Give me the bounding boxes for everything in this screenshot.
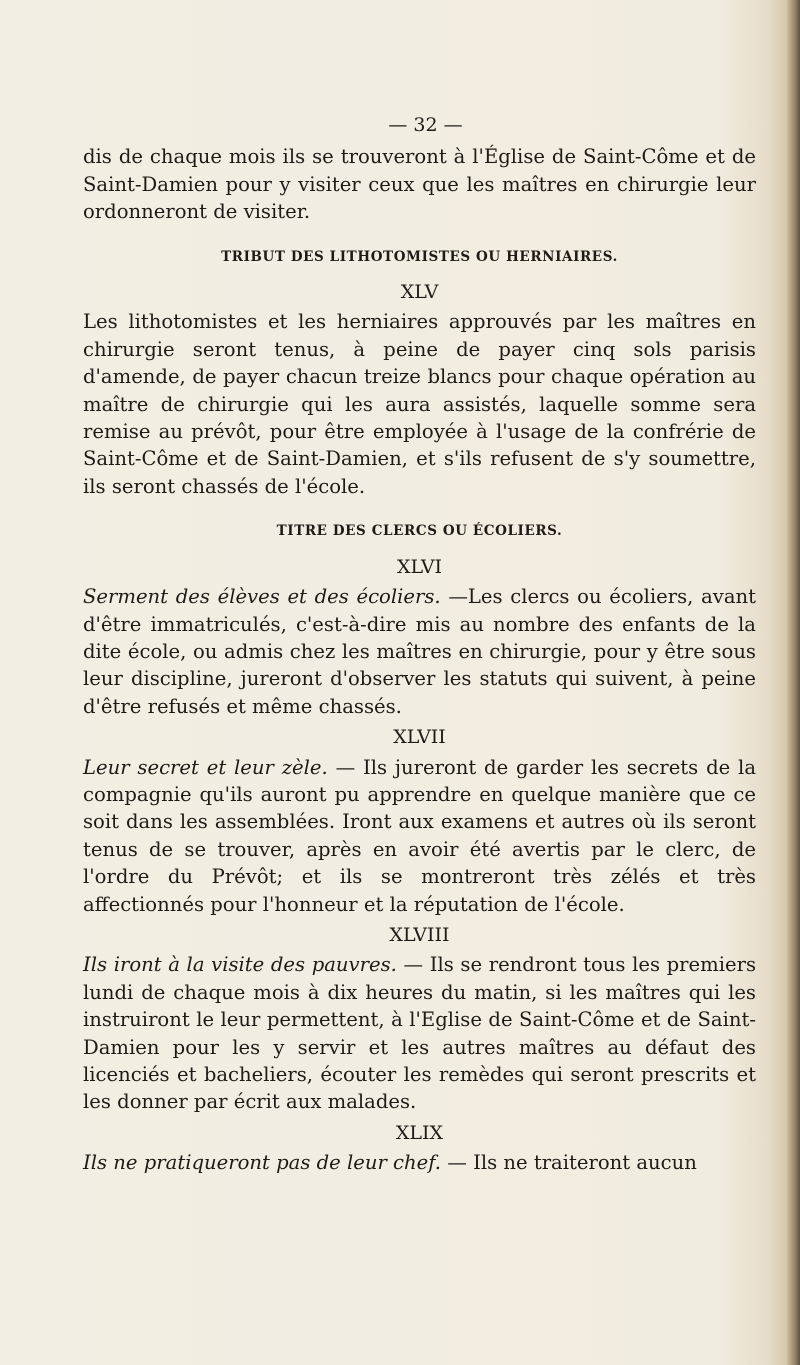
document-body — [83, 112, 756, 1177]
article-text-xlix: — Ils ne traiteront aucun — [447, 1151, 697, 1175]
page-edge-shadow — [786, 0, 800, 1365]
article-title-xlvii: Leur secret et leur zèle. — [83, 755, 328, 779]
article-number-xlvii: XLVII — [393, 726, 446, 749]
article-paragraph-xlix — [83, 1149, 756, 1176]
article-title-xlviii: Ils iront à la visite des pauvres. — [83, 953, 397, 977]
article-text-xlvi: —Les clercs ou écoliers, avant d'être immatriculés, c'est-à-dire mis au nombre des enfants de la dite école, ou admis chez les maîtres en chirurgie, pour y être sous leur discipline, jureront d'observer les statuts qui suivent, à peine d'être refusés et même chassés. — [83, 585, 756, 718]
article-text-xlv: Les lithotomistes et les herniaires approuvés par les maîtres en chirurgie seront tenus, à peine de payer cinq sols parisis d'amende, de payer chacun treize blancs pour chaque opération au maître de chirurgie qui les aura assistés, laquelle somme sera remise au prévôt, pour être employée à l'usage de la confrérie de Saint-Côme et de Saint-Damien, et s'ils refusent de s'y soumettre, ils seront chassés de l'école. — [83, 310, 756, 498]
article-text-xlvii: — Ils jureront de garder les secrets de la compagnie qu'ils auront pu apprendre en quelque manière que ce soit dans les assemblées. Iront aux examens et autres où ils seront tenus de se trouver, après en avoir été avertis par le clerc, de l'ordre du Prévôt; et ils se montreront très zélés et très affectionnés pour l'honneur et la réputation de l'école. — [83, 755, 756, 916]
article-paragraph-xlvi — [83, 583, 756, 720]
section-heading-lithotomistes: TRIBUT DES LITHOTOMISTES OU HERNIAIRES. — [221, 248, 618, 265]
article-paragraph-xlvii — [83, 754, 756, 918]
page-number: — 32 — — [388, 114, 463, 136]
article-number-xlvi: XLVI — [396, 555, 443, 578]
section-heading-clercs: TITRE DES CLERCS OU ÉCOLIERS. — [276, 523, 563, 540]
opening-paragraph: dis de chaque mois ils se trouveront à l'Église de Saint-Côme et de Saint-Damien pour y visiter ceux que les maîtres en chirurgie leur ordonneront de visiter. — [83, 145, 756, 224]
article-title-xlix: Ils ne pratiqueront pas de leur chef. — [83, 1151, 442, 1175]
article-number-xlviii: XLVIII — [389, 923, 450, 946]
article-title-xlvi: Serment des élèves et des écoliers. — [83, 585, 441, 609]
article-paragraph-xlviii — [83, 951, 756, 1115]
article-number-xlv: XLV — [400, 281, 439, 304]
article-text-xlviii: — Ils se rendront tous les premiers lundi de chaque mois à dix heures du matin, si les maîtres qui les instruiront le leur permettent, à l'Eglise de Saint-Côme et de Saint-Damien pour les y servir et les autres maîtres au défaut des licenciés et bacheliers, écouter les remèdes qui seront prescrits et les donner par écrit aux malades. — [83, 953, 757, 1114]
article-number-xlix: XLIX — [395, 1121, 444, 1144]
